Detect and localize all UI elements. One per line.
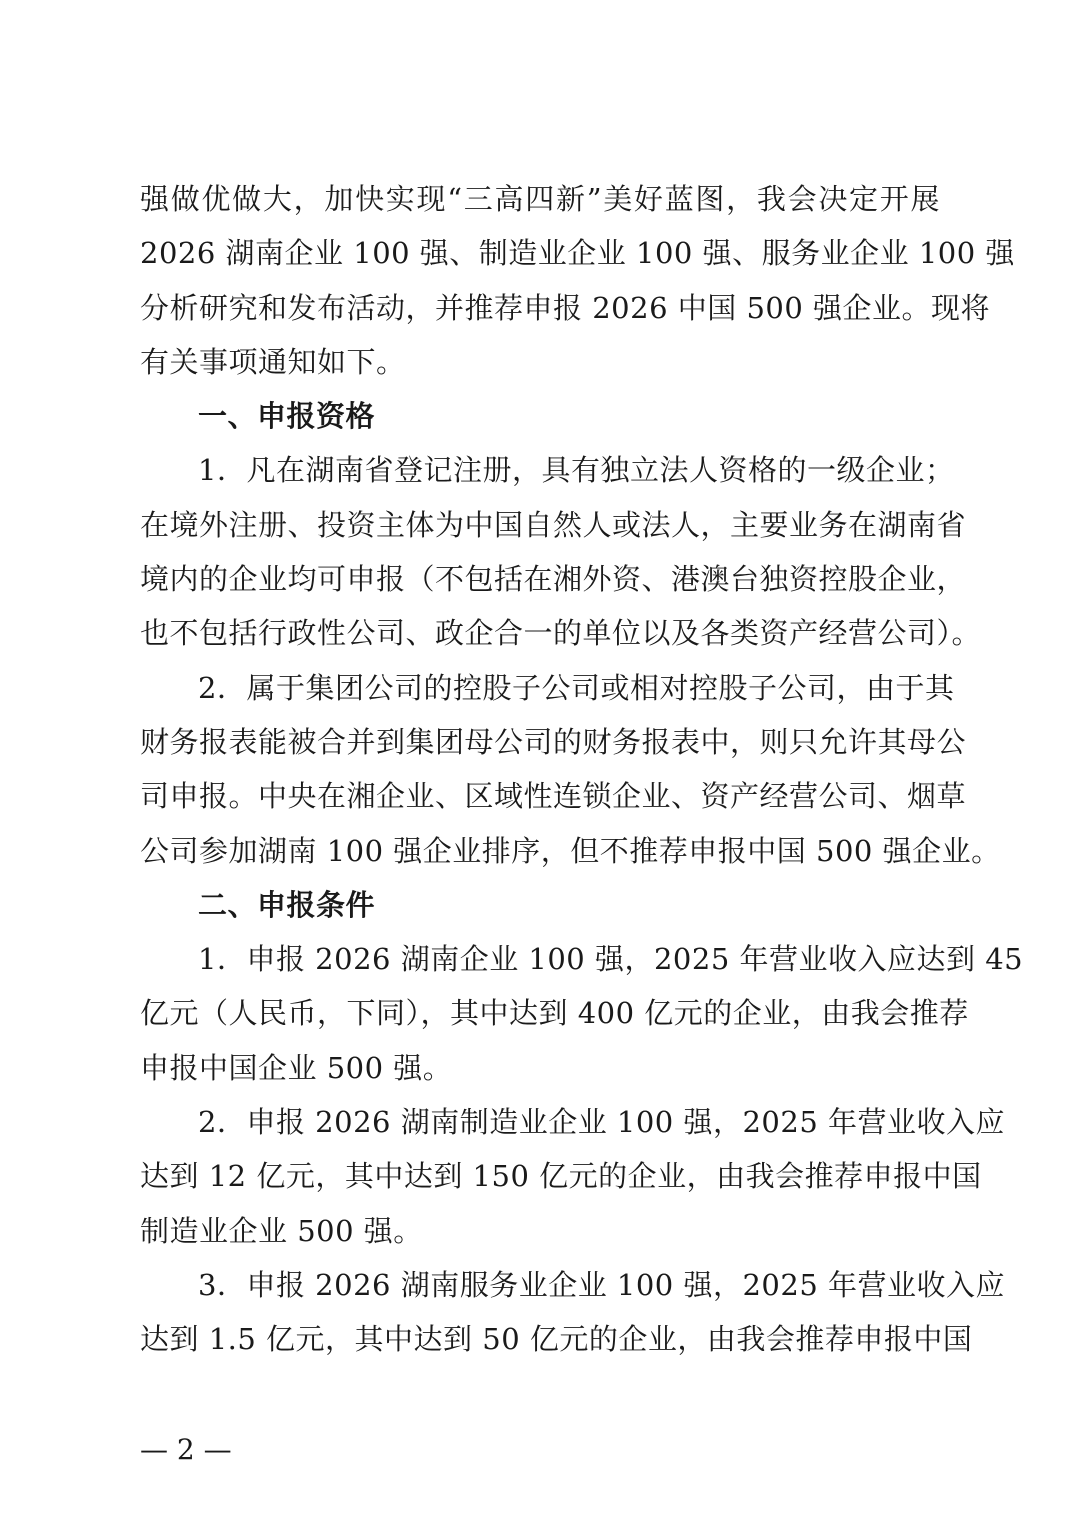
body-line: 1．凡在湖南省登记注册，具有独立法人资格的一级企业；: [198, 453, 955, 488]
body-line: 公司参加湖南 100 强企业排序，但不推荐申报中国 500 强企业。: [140, 833, 1001, 868]
body-line: 申报中国企业 500 强。: [140, 1050, 453, 1085]
body-line: 3．申报 2026 湖南服务业企业 100 强，2025 年营业收入应: [198, 1267, 1006, 1302]
section-heading: 二、申报条件: [198, 887, 376, 922]
page-number: — 2 —: [140, 1433, 232, 1466]
body-line: 在境外注册、投资主体为中国自然人或法人，主要业务在湖南省: [140, 507, 967, 542]
body-line: 财务报表能被合并到集团母公司的财务报表中，则只允许其母公: [140, 724, 967, 759]
section-heading: 一、申报资格: [198, 399, 376, 434]
body-line: 也不包括行政性公司、政企合一的单位以及各类资产经营公司）。: [140, 616, 982, 651]
body-line: 分析研究和发布活动，并推荐申报 2026 中国 500 强企业。现将: [140, 290, 991, 325]
body-line: 制造业企业 500 强。: [140, 1213, 423, 1248]
body-line: 1．申报 2026 湖南企业 100 强，2025 年营业收入应达到 45: [198, 942, 1024, 977]
body-line: 亿元（人民币，下同），其中达到 400 亿元的企业，由我会推荐: [140, 996, 969, 1031]
body-line: 司申报。中央在湘企业、区域性连锁企业、资产经营公司、烟草: [140, 779, 967, 814]
document-body: [140, 172, 1024, 1367]
body-line: 境内的企业均可申报（不包括在湘外资、港澳台独资控股企业，: [140, 562, 967, 597]
body-line: 2026 湖南企业 100 强、制造业企业 100 强、服务业企业 100 强: [140, 236, 1015, 271]
body-line: 2．属于集团公司的控股子公司或相对控股子公司，由于其: [198, 670, 955, 705]
body-line: 强做优做大，加快实现“三高四新”美好蓝图，我会决定开展: [140, 182, 940, 216]
body-line: 达到 12 亿元，其中达到 150 亿元的企业，由我会推荐申报中国: [140, 1159, 982, 1194]
body-line: 2．申报 2026 湖南制造业企业 100 强，2025 年营业收入应: [198, 1105, 1006, 1140]
body-line: 有关事项通知如下。: [140, 344, 406, 379]
body-line: 达到 1.5 亿元，其中达到 50 亿元的企业，由我会推荐申报中国: [140, 1322, 973, 1357]
